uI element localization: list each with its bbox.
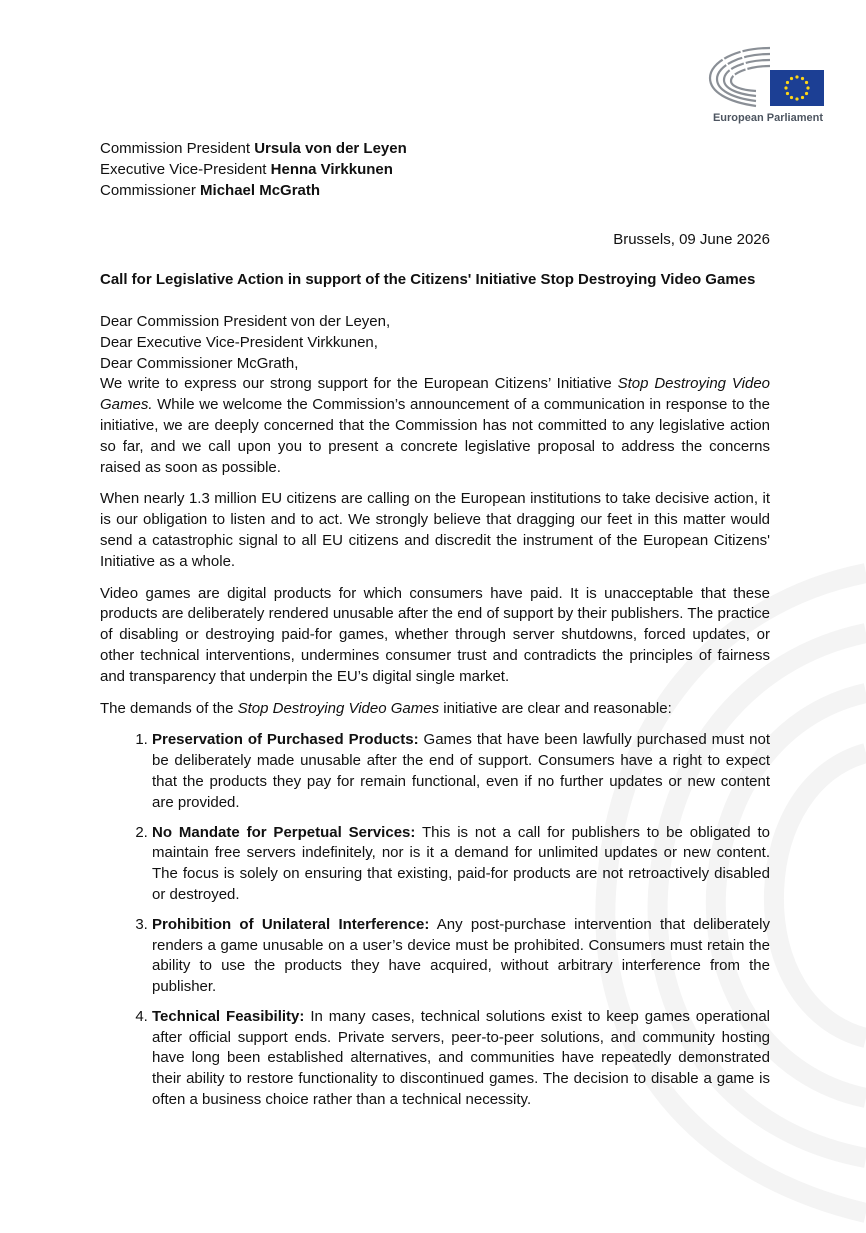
letter-subject: Call for Legislative Action in support of the Citizens' Initiative Stop Destroying Video Games — [100, 271, 756, 289]
recipient-block — [100, 139, 770, 201]
flag-star — [806, 86, 809, 89]
flag-star — [790, 96, 793, 99]
body-paragraph: The demands of the Stop Destroying Video Games initiative are clear and reasonable: — [100, 699, 672, 717]
body-paragraph: We write to express our strong support for the European Citizens’ Initiative Stop Destroying Video Games. While we welcome the Commission’s announcement of a communication in response to the initiative, we are deeply concerned that the Commission has not committed to any legislative action so far, and we call upon you to present a concrete legislative proposal to address the concerns raised as soon as possible. — [100, 375, 771, 476]
flag-star — [805, 92, 808, 95]
flag-star — [790, 77, 793, 80]
list-item: 3. Prohibition of Unilateral Interference: Any post-purchase intervention that deliberately renders a game unusable on a user’s device must be prohibited. Consumers must retain the ability to use the products they have acquired, without arbitrary interference from the publisher. — [152, 915, 770, 998]
salutation-line: Dear Commissioner McGrath, — [100, 354, 299, 372]
flag-star — [795, 97, 798, 100]
recipient-name: Ursula von der Leyen — [254, 140, 407, 157]
recipient-line: Commissioner Michael McGrath — [100, 181, 321, 199]
flag-star — [784, 86, 787, 89]
hemicycle-icon — [706, 42, 830, 110]
recipient-name: Michael McGrath — [200, 181, 321, 199]
logo-text: European Parliament — [712, 112, 824, 124]
salutation-block — [100, 312, 770, 374]
salutation-line: Dear Executive Vice-President Virkkunen, — [100, 333, 378, 351]
flag-star — [801, 96, 804, 99]
body-paragraph: Video games are digital products for which consumers have paid. It is unacceptable that these products are deliberately rendered unusable after the end of support by their publishers. The practice of disabling or destroying paid-for games, whether through server shutdowns, forced updates, or other technical interventions, undermines consumer trust and contradicts the principles of fairness and transparency that underpin the EU’s digital single market. — [100, 584, 770, 685]
recipient-line: Commission President Ursula von der Leyen — [100, 140, 407, 157]
flag-star — [805, 81, 808, 84]
demands-list — [100, 730, 770, 1111]
list-item: 4. Technical Feasibility: In many cases, technical solutions exist to keep games operational after official support ends. Private servers, peer-to-peer solutions, and community hosting have long been established alternatives, and communities have repeatedly demonstrated their ability to restore functionality to discontinued games. The decision to disable a game is often a business choice rather than a technical necessity. — [152, 1007, 770, 1111]
flag-star — [795, 75, 798, 78]
recipient-name: Henna Virkkunen — [270, 160, 393, 178]
letter-date: Brussels, 09 June 2026 — [613, 231, 770, 249]
salutation-line: Dear Commission President von der Leyen, — [100, 312, 391, 330]
body-paragraph: When nearly 1.3 million EU citizens are calling on the European institutions to take decisive action, it is our obligation to listen and to act. We strongly believe that dragging our feet in this matter would send a catastrophic signal to all EU citizens and discredit the instrument of the European Citizens' Initiative as a whole. — [100, 490, 770, 570]
flag-star — [801, 77, 804, 80]
european-parliament-logo — [706, 42, 830, 128]
flag-star — [786, 92, 789, 95]
list-item: 1. Preservation of Purchased Products: Games that have been lawfully purchased must not be deliberately made unusable after the end of support. Consumers have a right to expect that the products they pay for remain functional, even if no further updates or new content are provided. — [152, 730, 770, 813]
list-item: 2. No Mandate for Perpetual Services: This is not a call for publishers to be obligated to maintain free servers indefinitely, nor is it a demand for unlimited updates or new content. The focus is solely on ensuring that existing, paid-for products are not retroactively disabled or destroyed. — [152, 823, 770, 906]
recipient-line: Executive Vice-President Henna Virkkunen — [100, 160, 393, 178]
flag-star — [786, 81, 789, 84]
letter — [100, 139, 770, 1120]
